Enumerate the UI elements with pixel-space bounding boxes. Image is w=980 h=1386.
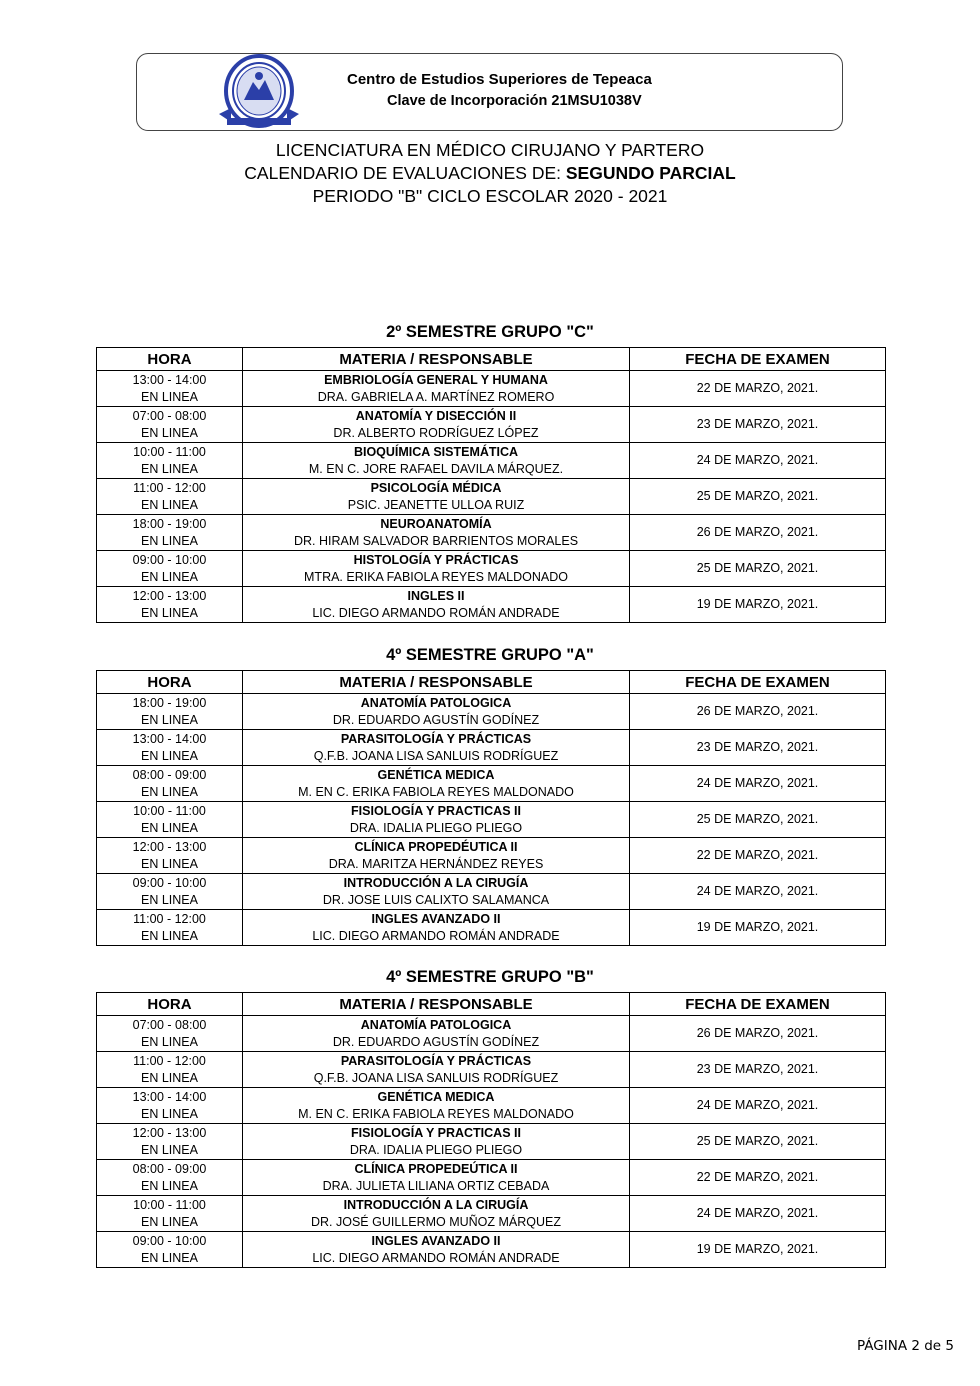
subject-teacher: MTRA. ERIKA FABIOLA REYES MALDONADO bbox=[304, 569, 568, 584]
materia-cell bbox=[243, 1124, 630, 1160]
institution-seal-icon bbox=[217, 52, 301, 130]
table-row bbox=[97, 694, 886, 730]
subject-name: INGLES AVANZADO II bbox=[371, 1233, 501, 1248]
hora-cell bbox=[97, 766, 243, 802]
subject-name: BIOQUÍMICA SISTEMÁTICA bbox=[353, 444, 519, 459]
subject-name: INTRODUCCIÓN A LA CIRUGÍA bbox=[343, 1197, 529, 1212]
subject-teacher: LIC. DIEGO ARMANDO ROMÁN ANDRADE bbox=[312, 605, 560, 620]
hora-time: 09:00 - 10:00 bbox=[132, 875, 207, 890]
table-row bbox=[97, 802, 886, 838]
hora-mode: EN LINEA bbox=[141, 1250, 198, 1265]
hora-time: 10:00 - 11:00 bbox=[133, 444, 206, 459]
subject-name: HISTOLOGÍA Y PRÁCTICAS bbox=[353, 552, 519, 567]
table-row bbox=[97, 1196, 886, 1232]
hora-time: 12:00 - 13:00 bbox=[132, 839, 207, 854]
subject-name: ANATOMÍA PATOLOGICA bbox=[360, 1017, 512, 1032]
subject-name: GENÉTICA MEDICA bbox=[377, 1089, 495, 1104]
materia-cell bbox=[243, 1160, 630, 1196]
subject-name: INGLES AVANZADO II bbox=[371, 911, 501, 926]
subject-teacher: M. EN C. JORE RAFAEL DAVILA MÁRQUEZ. bbox=[308, 461, 564, 476]
materia-cell bbox=[243, 479, 630, 515]
table-row bbox=[97, 1016, 886, 1052]
materia-cell bbox=[243, 1232, 630, 1268]
subject-name: NEUROANATOMÍA bbox=[380, 516, 492, 531]
hora-mode: EN LINEA bbox=[141, 1178, 198, 1193]
subject-name: PARASITOLOGÍA Y PRÁCTICAS bbox=[340, 1053, 532, 1068]
hora-cell bbox=[97, 1232, 243, 1268]
section-title: 2º SEMESTRE GRUPO "C" bbox=[386, 323, 594, 341]
hora-mode: EN LINEA bbox=[141, 497, 198, 512]
table-row bbox=[97, 443, 886, 479]
hora-time: 12:00 - 13:00 bbox=[132, 1125, 207, 1140]
subject-teacher: LIC. DIEGO ARMANDO ROMÁN ANDRADE bbox=[312, 928, 560, 943]
hora-mode: EN LINEA bbox=[141, 892, 198, 907]
hora-cell bbox=[97, 479, 243, 515]
institution-clave: Clave de Incorporación 21MSU1038V bbox=[387, 93, 642, 109]
subject-teacher: DR. HIRAM SALVADOR BARRIENTOS MORALES bbox=[293, 533, 579, 548]
materia-cell bbox=[243, 443, 630, 479]
schedule-table bbox=[96, 347, 886, 623]
hora-cell bbox=[97, 1088, 243, 1124]
table-header-row bbox=[97, 671, 886, 694]
exam-date-cell: 25 DE MARZO, 2021. bbox=[630, 551, 886, 587]
hora-mode: EN LINEA bbox=[141, 856, 198, 871]
hora-time: 10:00 - 11:00 bbox=[133, 1197, 206, 1212]
subject-teacher: Q.F.B. JOANA LISA SANLUIS RODRÍGUEZ bbox=[313, 1070, 559, 1085]
column-header-hora: HORA bbox=[97, 348, 243, 371]
subject-teacher: LIC. DIEGO ARMANDO ROMÁN ANDRADE bbox=[312, 1250, 560, 1265]
hora-cell bbox=[97, 694, 243, 730]
hora-time: 11:00 - 12:00 bbox=[133, 911, 206, 926]
materia-cell bbox=[243, 1052, 630, 1088]
subject-name: FISIOLOGÍA Y PRACTICAS II bbox=[351, 803, 521, 818]
hora-cell bbox=[97, 1196, 243, 1232]
hora-mode: EN LINEA bbox=[141, 425, 198, 440]
document-titles bbox=[0, 139, 980, 208]
institution-header bbox=[136, 53, 843, 131]
exam-date-cell: 23 DE MARZO, 2021. bbox=[630, 407, 886, 443]
materia-cell bbox=[243, 766, 630, 802]
hora-mode: EN LINEA bbox=[141, 569, 198, 584]
hora-cell bbox=[97, 874, 243, 910]
subject-name: EMBRIOLOGÍA GENERAL Y HUMANA bbox=[324, 372, 548, 387]
table-row bbox=[97, 766, 886, 802]
exam-date-cell: 24 DE MARZO, 2021. bbox=[630, 766, 886, 802]
materia-cell bbox=[243, 874, 630, 910]
materia-cell bbox=[243, 587, 630, 623]
exam-date-cell: 26 DE MARZO, 2021. bbox=[630, 1016, 886, 1052]
schedule-table bbox=[96, 670, 886, 946]
exam-date-cell: 24 DE MARZO, 2021. bbox=[630, 874, 886, 910]
column-header-fecha: FECHA DE EXAMEN bbox=[630, 348, 886, 371]
institution-name: Centro de Estudios Superiores de Tepeaca bbox=[347, 71, 652, 88]
hora-cell bbox=[97, 443, 243, 479]
materia-cell bbox=[243, 371, 630, 407]
table-header-row bbox=[97, 348, 886, 371]
section-title: 4º SEMESTRE GRUPO "B" bbox=[386, 968, 594, 986]
materia-cell bbox=[243, 1088, 630, 1124]
hora-mode: EN LINEA bbox=[141, 712, 198, 727]
column-header-hora: HORA bbox=[97, 671, 243, 694]
calendar-title-prefix: CALENDARIO DE EVALUACIONES DE: bbox=[244, 163, 566, 183]
subject-teacher: DR. JOSÉ GUILLERMO MUÑOZ MÁRQUEZ bbox=[310, 1214, 562, 1229]
table-row bbox=[97, 371, 886, 407]
subject-name: GENÉTICA MEDICA bbox=[377, 767, 495, 782]
section-title: 4º SEMESTRE GRUPO "A" bbox=[386, 646, 594, 664]
subject-name: PSICOLOGÍA MÉDICA bbox=[370, 480, 502, 495]
column-header-materia: MATERIA / RESPONSABLE bbox=[243, 993, 630, 1016]
table-row bbox=[97, 1124, 886, 1160]
hora-cell bbox=[97, 1052, 243, 1088]
materia-cell bbox=[243, 730, 630, 766]
hora-time: 09:00 - 10:00 bbox=[132, 552, 207, 567]
subject-teacher: DRA. MARITZA HERNÁNDEZ REYES bbox=[328, 856, 544, 871]
column-header-fecha: FECHA DE EXAMEN bbox=[630, 671, 886, 694]
hora-mode: EN LINEA bbox=[141, 748, 198, 763]
hora-mode: EN LINEA bbox=[141, 1142, 198, 1157]
exam-date-cell: 25 DE MARZO, 2021. bbox=[630, 479, 886, 515]
exam-date-cell: 22 DE MARZO, 2021. bbox=[630, 1160, 886, 1196]
page-number: PÁGINA 2 de 5 bbox=[857, 1338, 954, 1354]
exam-date-cell: 23 DE MARZO, 2021. bbox=[630, 1052, 886, 1088]
table-row bbox=[97, 515, 886, 551]
table-row bbox=[97, 551, 886, 587]
exam-date-cell: 19 DE MARZO, 2021. bbox=[630, 587, 886, 623]
materia-cell bbox=[243, 1016, 630, 1052]
hora-time: 13:00 - 14:00 bbox=[132, 731, 207, 746]
hora-mode: EN LINEA bbox=[141, 389, 198, 404]
hora-mode: EN LINEA bbox=[141, 784, 198, 799]
table-row bbox=[97, 407, 886, 443]
hora-mode: EN LINEA bbox=[141, 820, 198, 835]
subject-teacher: DR. EDUARDO AGUSTÍN GODÍNEZ bbox=[332, 1034, 540, 1049]
subject-teacher: DRA. IDALIA PLIEGO PLIEGO bbox=[349, 1142, 523, 1157]
exam-date-cell: 26 DE MARZO, 2021. bbox=[630, 515, 886, 551]
subject-teacher: M. EN C. ERIKA FABIOLA REYES MALDONADO bbox=[298, 784, 574, 799]
hora-time: 09:00 - 10:00 bbox=[132, 1233, 207, 1248]
hora-time: 08:00 - 09:00 bbox=[132, 767, 207, 782]
materia-cell bbox=[243, 1196, 630, 1232]
hora-cell bbox=[97, 730, 243, 766]
hora-mode: EN LINEA bbox=[141, 1034, 198, 1049]
materia-cell bbox=[243, 802, 630, 838]
hora-time: 18:00 - 19:00 bbox=[132, 516, 207, 531]
hora-time: 07:00 - 08:00 bbox=[132, 1017, 207, 1032]
subject-teacher: Q.F.B. JOANA LISA SANLUIS RODRÍGUEZ bbox=[313, 748, 559, 763]
subject-teacher: DR. JOSE LUIS CALIXTO SALAMANCA bbox=[322, 892, 550, 907]
subject-teacher: PSIC. JEANETTE ULLOA RUIZ bbox=[347, 497, 525, 512]
subject-teacher: DRA. IDALIA PLIEGO PLIEGO bbox=[349, 820, 523, 835]
hora-mode: EN LINEA bbox=[141, 533, 198, 548]
exam-date-cell: 22 DE MARZO, 2021. bbox=[630, 838, 886, 874]
hora-mode: EN LINEA bbox=[141, 1214, 198, 1229]
materia-cell bbox=[243, 407, 630, 443]
exam-date-cell: 25 DE MARZO, 2021. bbox=[630, 802, 886, 838]
hora-time: 13:00 - 14:00 bbox=[132, 1089, 207, 1104]
hora-time: 13:00 - 14:00 bbox=[132, 372, 207, 387]
table-row bbox=[97, 1088, 886, 1124]
hora-cell bbox=[97, 802, 243, 838]
subject-teacher: DR. EDUARDO AGUSTÍN GODÍNEZ bbox=[332, 712, 540, 727]
subject-name: ANATOMÍA Y DISECCIÓN II bbox=[355, 408, 517, 423]
table-row bbox=[97, 838, 886, 874]
exam-date-cell: 24 DE MARZO, 2021. bbox=[630, 443, 886, 479]
table-row bbox=[97, 1052, 886, 1088]
table-row bbox=[97, 479, 886, 515]
exam-date-cell: 24 DE MARZO, 2021. bbox=[630, 1196, 886, 1232]
hora-mode: EN LINEA bbox=[141, 1070, 198, 1085]
subject-name: CLÍNICA PROPEDEÚTICA II bbox=[354, 1161, 518, 1176]
column-header-materia: MATERIA / RESPONSABLE bbox=[243, 671, 630, 694]
table-row bbox=[97, 1160, 886, 1196]
hora-time: 11:00 - 12:00 bbox=[133, 480, 206, 495]
hora-cell bbox=[97, 587, 243, 623]
hora-time: 10:00 - 11:00 bbox=[133, 803, 206, 818]
subject-teacher: DRA. GABRIELA A. MARTÍNEZ ROMERO bbox=[317, 389, 555, 404]
table-row bbox=[97, 910, 886, 946]
hora-mode: EN LINEA bbox=[141, 461, 198, 476]
table-row bbox=[97, 730, 886, 766]
materia-cell bbox=[243, 838, 630, 874]
subject-name: PARASITOLOGÍA Y PRÁCTICAS bbox=[340, 731, 532, 746]
materia-cell bbox=[243, 910, 630, 946]
hora-cell bbox=[97, 838, 243, 874]
hora-mode: EN LINEA bbox=[141, 1106, 198, 1121]
exam-date-cell: 25 DE MARZO, 2021. bbox=[630, 1124, 886, 1160]
hora-time: 07:00 - 08:00 bbox=[132, 408, 207, 423]
hora-time: 08:00 - 09:00 bbox=[132, 1161, 207, 1176]
subject-name: ANATOMÍA PATOLOGICA bbox=[360, 695, 512, 710]
column-header-materia: MATERIA / RESPONSABLE bbox=[243, 348, 630, 371]
materia-cell bbox=[243, 551, 630, 587]
subject-name: INGLES II bbox=[407, 588, 465, 603]
subject-teacher: DRA. JULIETA LILIANA ORTIZ CEBADA bbox=[322, 1178, 550, 1193]
program-title: LICENCIATURA EN MÉDICO CIRUJANO Y PARTERO bbox=[275, 140, 705, 160]
table-row bbox=[97, 587, 886, 623]
subject-name: INTRODUCCIÓN A LA CIRUGÍA bbox=[343, 875, 529, 890]
hora-cell bbox=[97, 1160, 243, 1196]
calendar-title bbox=[0, 162, 980, 185]
hora-cell bbox=[97, 551, 243, 587]
hora-time: 11:00 - 12:00 bbox=[133, 1053, 206, 1068]
exam-date-cell: 22 DE MARZO, 2021. bbox=[630, 371, 886, 407]
schedule-table bbox=[96, 992, 886, 1268]
hora-cell bbox=[97, 1124, 243, 1160]
table-row bbox=[97, 874, 886, 910]
hora-time: 18:00 - 19:00 bbox=[132, 695, 207, 710]
table-row bbox=[97, 1232, 886, 1268]
exam-date-cell: 19 DE MARZO, 2021. bbox=[630, 910, 886, 946]
hora-cell bbox=[97, 371, 243, 407]
calendar-title-partial: SEGUNDO PARCIAL bbox=[565, 163, 736, 183]
hora-cell bbox=[97, 1016, 243, 1052]
materia-cell bbox=[243, 515, 630, 551]
hora-cell bbox=[97, 910, 243, 946]
subject-name: CLÍNICA PROPEDÉUTICA II bbox=[354, 839, 518, 854]
exam-date-cell: 26 DE MARZO, 2021. bbox=[630, 694, 886, 730]
hora-cell bbox=[97, 515, 243, 551]
exam-date-cell: 23 DE MARZO, 2021. bbox=[630, 730, 886, 766]
column-header-hora: HORA bbox=[97, 993, 243, 1016]
hora-mode: EN LINEA bbox=[141, 605, 198, 620]
exam-date-cell: 19 DE MARZO, 2021. bbox=[630, 1232, 886, 1268]
subject-teacher: DR. ALBERTO RODRÍGUEZ LÓPEZ bbox=[333, 425, 539, 440]
exam-date-cell: 24 DE MARZO, 2021. bbox=[630, 1088, 886, 1124]
hora-mode: EN LINEA bbox=[141, 928, 198, 943]
materia-cell bbox=[243, 694, 630, 730]
period-title: PERIODO "B" CICLO ESCOLAR 2020 - 2021 bbox=[312, 186, 668, 206]
hora-cell bbox=[97, 407, 243, 443]
table-header-row bbox=[97, 993, 886, 1016]
subject-teacher: M. EN C. ERIKA FABIOLA REYES MALDONADO bbox=[298, 1106, 574, 1121]
hora-time: 12:00 - 13:00 bbox=[132, 588, 207, 603]
subject-name: FISIOLOGÍA Y PRACTICAS II bbox=[351, 1125, 521, 1140]
column-header-fecha: FECHA DE EXAMEN bbox=[630, 993, 886, 1016]
